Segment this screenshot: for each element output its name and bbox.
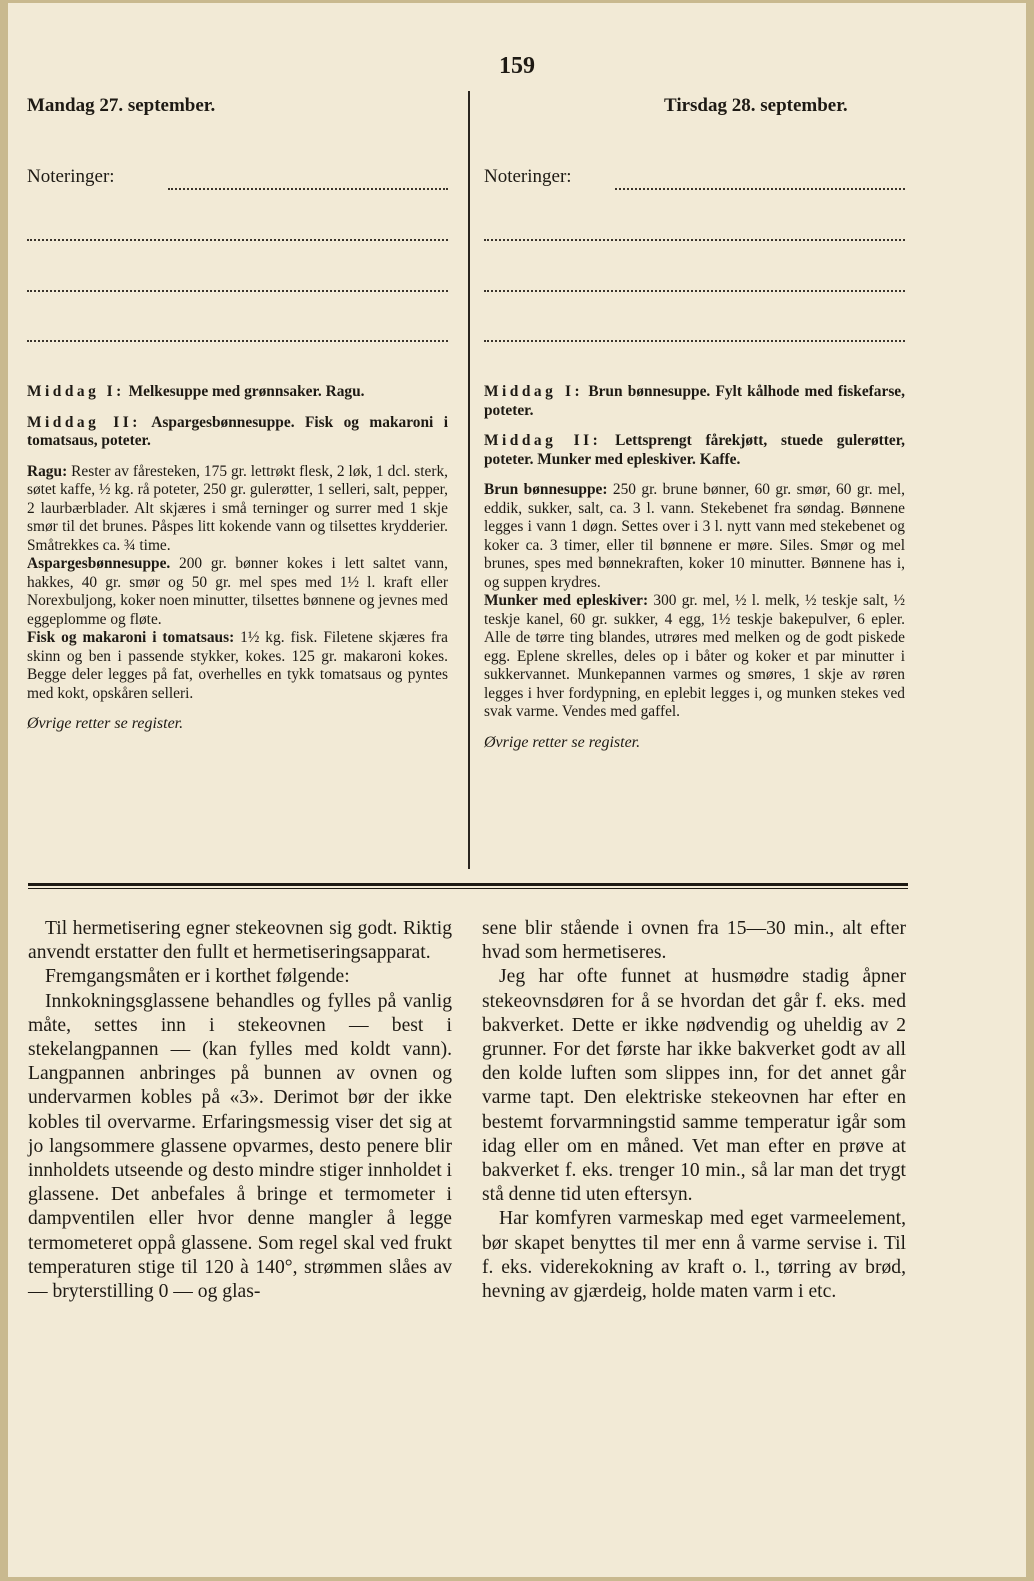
menu-label: Middag II:: [27, 413, 141, 431]
notes-line-left-4: [27, 340, 448, 342]
notes-label-right: Noteringer:: [484, 166, 572, 187]
menu-dinner-1: [27, 383, 448, 402]
register-note-right: Øvrige retter se register.: [484, 733, 641, 751]
book-page: [8, 3, 1026, 1577]
day-heading-monday: Mandag 27. september.: [27, 95, 216, 116]
day-heading-tuesday: Tirsdag 28. september.: [664, 95, 848, 116]
notes-line-right-3: [484, 290, 905, 292]
recipe-fisk-makaroni: [27, 629, 448, 703]
menu-label: Middag I:: [27, 383, 125, 400]
paragraph: Fremgangsmåten er i korthet følgende:: [45, 966, 350, 988]
recipes-left: [27, 383, 448, 734]
recipe-title: Ragu:: [27, 462, 68, 480]
recipe-aspargesbonnesuppe: [27, 555, 448, 629]
notes-line-right-1: [615, 188, 905, 190]
recipe-text: 1½ kg. fisk. Filetene skjæres fra skinn og ben i passende stykker, kokes. 125 gr. makaroni kokes. Begge deler legges på fat, overhelles en tykk tomatsaus og pyntes med kokt, opskåren selleri.: [27, 629, 448, 702]
recipes-right: [484, 383, 905, 752]
notes-label-left: Noteringer:: [27, 166, 115, 187]
recipe-text: 250 gr. brune bønner, 60 gr. smør, 60 gr. mel, eddik, sukker, salt, ca. 3 l. vann. Stekebenet fra søndag. Bønnene legges i vann 1 døgn. Settes over i 3 l. nytt vann med stekebenet og koker ca. 3 timer, eller til bønnene er møre. Siles. Smør og mel brunes, spes med bønnekraften, koker 10 minutter. Bønnene has i, og suppen krydres.: [484, 481, 905, 591]
body-text-left: [28, 917, 452, 1304]
menu-text: Brun bønnesuppe. Fylt kålhode med fiskefarse, poteter.: [484, 383, 905, 419]
section-rule-thin: [28, 888, 908, 889]
menu-dinner-1: [484, 383, 905, 420]
menu-label: Middag I:: [484, 383, 584, 400]
body-text-right: [482, 917, 906, 1304]
register-note-left: Øvrige retter se register.: [27, 715, 184, 732]
notes-line-right-2: [484, 239, 905, 241]
menu-text: Lettsprengt fårekjøtt, stuede gulerøtter, poteter. Munker med epleskiver. Kaffe.: [484, 432, 905, 468]
recipe-title: Munker med epleskiver:: [484, 592, 649, 609]
page-number: 159: [499, 53, 535, 79]
notes-line-left-2: [27, 239, 448, 241]
paragraph: Jeg har ofte funnet at husmødre stadig åpner stekeovnsdøren for å se hvordan det går f. eks. med bakverket. Dette er ikke nødvendig og uheldig av 2 grunner. For det første har ikke bakverket godt av all den kolde luften som slippes inn, for det annet går varme tapt. Den elektriske stekeovnen har efter en bestemt forvarmningstid samme temperatur igår som idag eller om en måned. Vet man efter en prøve at bakverket f. eks. trenger 10 min., så lar man det trygt stå denne tid uten eftersyn.: [482, 966, 906, 1206]
section-rule: [28, 883, 908, 886]
recipe-title: Brun bønnesuppe:: [484, 481, 608, 498]
notes-line-right-4: [484, 340, 905, 342]
paragraph: Har komfyren varmeskap med eget varmeelement, bør skapet benyttes til mer enn å varme servise i. Til f. eks. viderekokning av kraft o. l., tørring av brød, hevning av gjærdeig, holde maten varm i etc.: [482, 1208, 906, 1303]
column-divider: [468, 91, 470, 869]
menu-dinner-2: [27, 414, 448, 451]
recipe-text: 200 gr. bønner kokes i lett saltet vann, hakkes, 40 gr. smør og 50 gr. mel spes med 1½ l. kraft eller Norexbuljong, koker noen minutter, tilsettes bønnene og jevnes med eggeplomme og fløte.: [27, 555, 448, 628]
paragraph: sene blir stående i ovnen fra 15—30 min., alt efter hvad som hermetiseres.: [482, 918, 906, 964]
recipe-text: Rester av fåresteken, 175 gr. lettrøkt flesk, 2 løk, 1 dcl. sterk, søtet kaffe, ½ kg. rå poteter, 250 gr. gulerøtter, 1 selleri, salt, pepper, 2 laurbærblader. Alt skjæres i små terninger og surrer med 1 skje smør til det brunes. Påspes litt kokende vann og tilsettes krydderier. Småtrekkes ca. ¾ time.: [27, 462, 448, 554]
menu-dinner-2: [484, 432, 905, 469]
recipe-text: 300 gr. mel, ½ l. melk, ½ teskje salt, ½ teskje kanel, 60 gr. sukker, 4 egg, 1½ teskje bakepulver, 6 epler. Alle de tørre ting blandes, utrøres med melken og de godt piskede egg. Eplene skrelles, deles op i båter og koker et par minutter i sukkervannet. Munkepannen varmes og smøres, 1 skje av røren legges i hver fordypning, en eplebit legges i, og munken stekes ved svak varme. Vendes med gaffel.: [484, 592, 905, 720]
menu-text: Melkesuppe med grønnsaker. Ragu.: [128, 383, 365, 400]
recipe-ragu: [27, 463, 448, 556]
notes-line-left-1: [168, 188, 448, 190]
paragraph: Innkokningsglassene behandles og fylles på vanlig måte, settes inn i stekeovnen — best i stekelangpannen — (kan fylles med koldt vann). Langpannen anbringes på bunnen av ovnen og undervarmen kobles på «3». Derimot bør der ikke kobles til overvarme. Erfaringsmessig viser det sig at jo langsommere glassene opvarmes, desto penere blir innholdets utseende og desto mindre stiger innholdet i glassene. Det anbefales å bringe et termometer i dampventilen eller hvor denne mangler å legge termometeret oppå glassene. Som regel skal ved frukt temperaturen stige til 120 à 140°, strømmen slåes av — bryterstilling 0 — og glas-: [28, 990, 452, 1303]
recipe-brun-bonnesuppe: [484, 481, 905, 592]
recipe-title: Fisk og makaroni i tomatsaus:: [27, 629, 235, 646]
recipe-title: Aspargesbønnesuppe.: [27, 555, 171, 572]
recipe-munker: [484, 592, 905, 722]
menu-text: Aspargesbønnesuppe. Fisk og makaroni i tomatsaus, poteter.: [27, 413, 448, 449]
notes-line-left-3: [27, 290, 448, 292]
paragraph: Til hermetisering egner stekeovnen sig godt. Riktig anvendt erstatter den fullt et hermetiseringsapparat.: [28, 918, 452, 964]
menu-label: Middag II:: [484, 432, 602, 449]
